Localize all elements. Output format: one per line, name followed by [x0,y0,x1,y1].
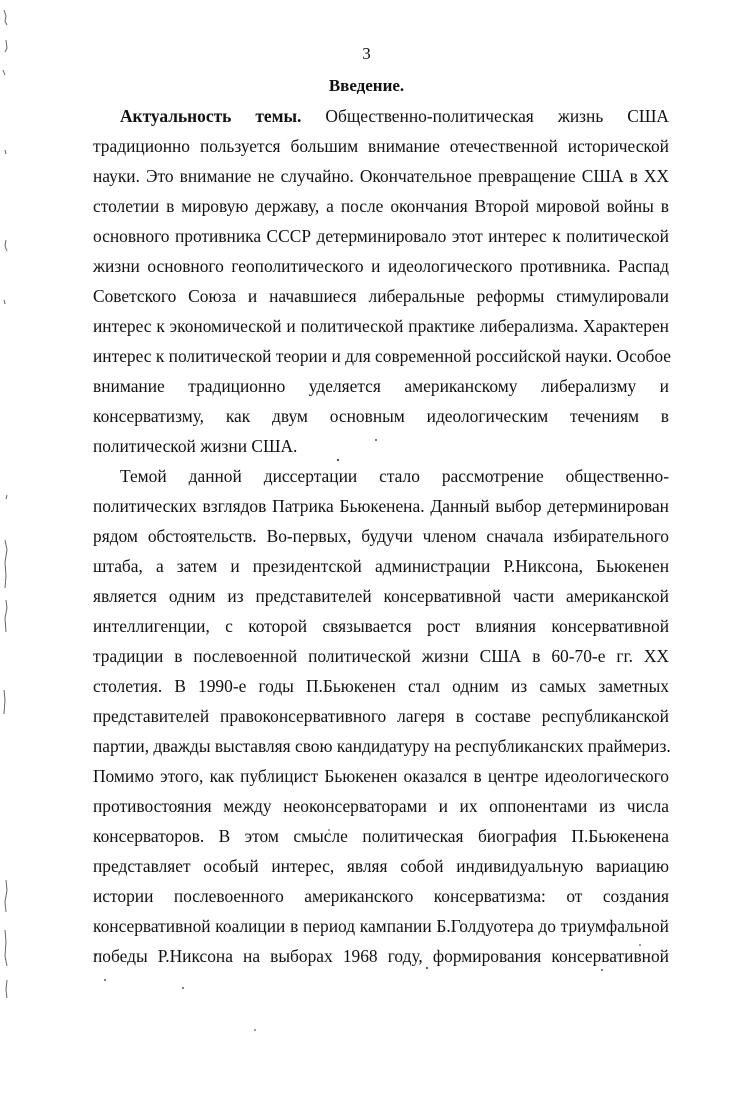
text-line: противостояния между неоконсерваторами и их оппонентами из числа [93,796,669,816]
text-line: Помимо этого, как публицист Бьюкенен оказался в центре идеологического [93,766,669,786]
text-line: интеллигенции, с которой связывается рост влияния консервативной [93,616,669,636]
text-line: рядом обстоятельств. Во-первых, будучи членом сначала избирательного [93,526,669,546]
text-line: представителей правоконсервативного лагеря в составе республиканской [93,706,669,726]
section-heading: Введение. [328,76,405,95]
text-line: столетии в мировую державу, а после окончания Второй мировой войны в [93,196,669,216]
text-line: основного противника СССР детерминировало этот интерес к политической [93,226,669,246]
relevance-lead: Актуальность темы. [120,106,302,126]
text-line: интерес к экономической и политической практике либерализма. Характерен [93,316,669,336]
text-line: столетия. В 1990-е годы П.Бьюкенен стал одним из самых заметных [93,676,669,696]
text-line: внимание традиционно уделяется американскому либерализму и [93,376,669,396]
text-line: политических взглядов Патрика Бьюкенена. Данный выбор детерминирован [93,496,669,516]
text-line: традиции в послевоенной политической жизни США в 60-70-е гг. XX [93,646,669,666]
text-line: жизни основного геополитического и идеологического противника. Распад [93,256,669,276]
text-line: науки. Это внимание не случайно. Окончательное превращение США в XX [93,166,669,186]
text-line: Советского Союза и начавшиеся либеральные реформы стимулировали [93,286,669,306]
text-line: Темой данной диссертации стало рассмотрение общественно- [120,466,669,486]
text-line: интерес к политической теории и для современной российской науки. Особое [93,346,672,366]
text-line: представляет особый интерес, являя собой индивидуальную вариацию [93,856,669,876]
text-line: консерваторов. В этом смысле политическая биография П.Бьюкенена [93,826,669,846]
text-line: штаба, а затем и президентской администрации Р.Никсона, Бьюкенен [93,556,669,576]
text-line: партии, дважды выставляя свою кандидатуру на республиканских праймериз. [93,736,671,756]
text-line: консерватизму, как двум основным идеологическим течениям в [93,406,669,426]
text-line: консервативной коалиции в период кампании Б.Голдуотера до триумфальной [93,916,669,936]
text-line-content: Общественно-политическая жизнь США [325,106,669,126]
text-line: победы Р.Никсона на выборах 1968 году, формирования консервативной [93,946,669,966]
text-line: является одним из представителей консервативной части американской [93,586,669,606]
text-line: политической жизни США. [93,436,298,456]
page-number: 3 [362,44,371,63]
text-line [120,101,669,131]
text-line: истории послевоенного американского консерватизма: от создания [93,886,669,906]
text-line: традиционно пользуется большим внимание отечественной исторической [93,136,669,156]
